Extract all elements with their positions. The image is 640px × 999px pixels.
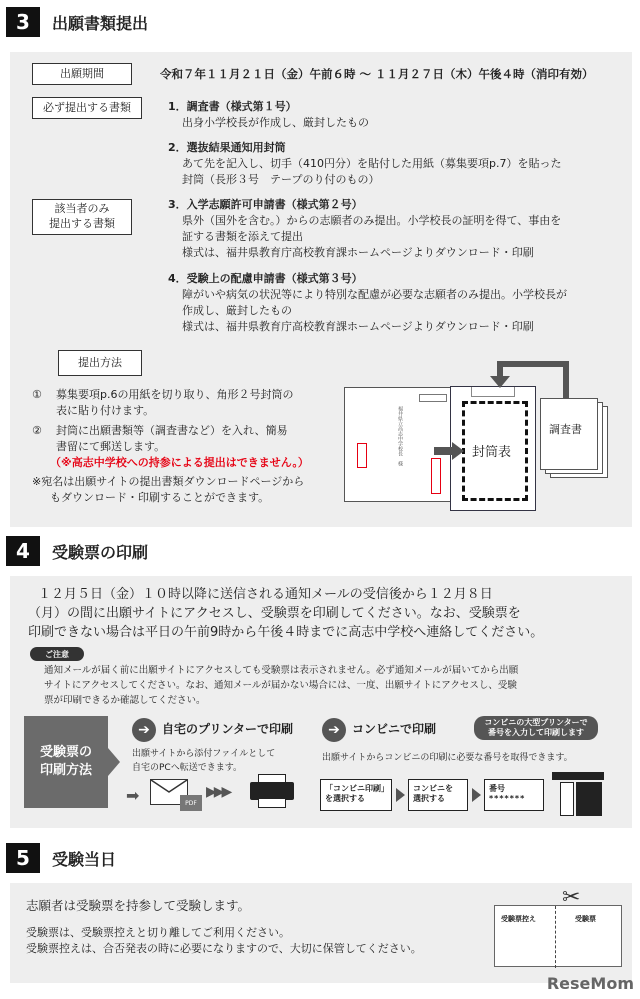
home-print-title: 自宅のプリンターで印刷 xyxy=(162,722,294,736)
item4-title: 4．受験上の配慮申請書（様式第３号） xyxy=(168,272,363,285)
section-title: 受験票の印刷 xyxy=(52,542,149,562)
item3-desc-1: 県外（国外を含む。）からの志願者のみ提出。小学校長の証明を得て、事由を xyxy=(182,214,562,227)
sec4-para-2: （月）の間に出願サイトにアクセスし、受験票を印刷してください。なお、受験票を xyxy=(28,606,521,621)
convenience-print-title: コンビニで印刷 xyxy=(352,722,437,736)
section-number: 3 xyxy=(6,7,40,37)
ticket-illustration xyxy=(494,905,622,967)
section-title: 受験当日 xyxy=(52,849,117,869)
method2-line2: 書留にて郵送します。 xyxy=(56,440,166,453)
sec4-para-1: １２月５日（金）１０時以降に送信される通知メールの受信後から１２月８日 xyxy=(38,587,493,602)
item3-title: 3．入学志願許可申請書（様式第２号） xyxy=(168,198,363,211)
address-note-2: もダウンロード・印刷することができます。 xyxy=(50,491,270,504)
item2-desc-2: 封筒（長形３号 テープのり付のもの） xyxy=(182,173,380,186)
envelope-face-label: 封筒表 xyxy=(472,444,511,463)
doc-label: 調査書 xyxy=(549,423,582,436)
caution-line-2: サイトにアクセスしてください。なお、通知メールが届かない場合には、一度、出願サイトにアクセスし、受験 xyxy=(44,680,517,691)
red-stamp-left xyxy=(357,443,367,468)
item3-desc-2: 証する書類を添えて提出 xyxy=(182,230,303,243)
cut-line xyxy=(555,906,556,968)
scissors-icon: ✂ xyxy=(562,885,581,910)
section-3-header xyxy=(6,6,148,38)
applicable-docs-label: 該当者のみ 提出する書類 xyxy=(32,199,132,235)
ticket-stub-label: 受験票控え xyxy=(501,915,536,923)
sec4-para-3: 印刷できない場合は平日の午前9時から午後４時までに高志中学校へ連絡してください。 xyxy=(28,625,544,640)
step-select-print: 「コンビニ印刷」 を選択する xyxy=(320,779,392,811)
item1-title: 1．調査書（様式第１号） xyxy=(168,100,297,113)
item1-desc: 出身小学校長が作成し、厳封したもの xyxy=(182,116,369,129)
method1-line2: 表に貼り付けます。 xyxy=(56,404,155,417)
sec5-line-2: 受験票は、受験票控えと切り離してご利用ください。 xyxy=(26,926,290,939)
step-enter-number: 番号 ******* xyxy=(484,779,544,811)
method-box-arrow xyxy=(108,748,120,776)
return-arrow-icon xyxy=(480,358,580,400)
convenience-arrow-icon: ➔ xyxy=(322,718,346,742)
section-4-panel xyxy=(10,576,632,828)
address-note-1: ※宛名は出願サイトの提出書類ダウンロードページから xyxy=(32,475,305,488)
item3-desc-3: 様式は、福井県教育庁高校教育課ホームページよりダウンロード・印刷 xyxy=(182,246,534,259)
method-label: 提出方法 xyxy=(58,350,142,376)
caution-badge: ご注意 xyxy=(30,647,84,661)
section-number: 4 xyxy=(6,536,40,566)
pdf-icon: PDF xyxy=(180,795,202,811)
caution-line-3: 票が印刷できるか確認してください。 xyxy=(44,695,206,706)
envelope-address: 福井県立高志中学校長 様 xyxy=(397,406,403,466)
section-4-header xyxy=(6,535,148,567)
doc-illustration xyxy=(540,398,598,470)
caution-line-1: 通知メールが届く前に出願サイトにアクセスしても受験票は表示されません。必ず通知メールが届いてから出願 xyxy=(44,665,519,676)
step-arrow-1 xyxy=(396,788,405,802)
period-value: 令和７年１１月２１日（金）午前６時 ～ １１月２７日（木）午後４時（消印有効） xyxy=(160,67,594,81)
sec5-line-1: 志願者は受験票を持参して受験します。 xyxy=(26,898,251,913)
home-desc-2: 自宅のPCへ転送できます。 xyxy=(132,763,242,773)
item2-title: 2．選抜結果通知用封筒 xyxy=(168,141,286,154)
ticket-label: 受験票 xyxy=(575,915,596,923)
envelope-front-illustration xyxy=(344,387,454,502)
arrow-shaft-left xyxy=(434,447,454,455)
section-3-panel xyxy=(10,52,632,527)
convenience-pill: コンビニの大型プリンターで 番号を入力して印刷します xyxy=(474,716,598,740)
arrow-to-mail-icon: ➡ xyxy=(126,786,140,805)
step-select-store: コンビニを 選択する xyxy=(408,779,468,811)
method2-warning: （※高志中学校への持参による提出はできません。） xyxy=(50,456,309,469)
postal-code-box xyxy=(419,394,447,402)
required-docs-label: 必ず提出する書類 xyxy=(32,97,142,119)
item4-desc-1: 障がいや病気の状況等により特別な配慮が必要な志願者のみ提出。小学校長が xyxy=(182,288,567,301)
period-label: 出願期間 xyxy=(32,63,132,85)
arrow-right-icon xyxy=(452,442,464,460)
section-number: 5 xyxy=(6,843,40,873)
chevrons-icon: ▶▶▶ xyxy=(206,784,230,800)
red-stamp-right xyxy=(431,458,441,494)
section-title: 出願書類提出 xyxy=(52,13,149,33)
print-method-box: 受験票の 印刷方法 xyxy=(24,716,108,808)
method2-line1: 封筒に出願書類等（調査書など）を入れ、簡易 xyxy=(56,424,288,437)
method1-line1: 募集要項p.6の用紙を切り取り、角形２号封筒の xyxy=(56,388,294,401)
item2-desc-1: あて先を記入し、切手（410円分）を貼付した用紙（募集要項p.7）を貼った xyxy=(182,157,562,170)
printer-icon xyxy=(250,774,294,810)
item4-desc-2: 作成し、厳封したもの xyxy=(182,304,292,317)
convenience-desc: 出願サイトからコンビニの印刷に必要な番号を取得できます。 xyxy=(322,753,573,763)
section-5-panel xyxy=(10,883,632,983)
home-desc-1: 出願サイトから添付ファイルとして xyxy=(132,749,276,759)
item4-desc-3: 様式は、福井県教育庁高校教育課ホームページよりダウンロード・印刷 xyxy=(182,320,534,333)
method1-num: ① xyxy=(32,388,42,401)
sec5-line-3: 受験票控えは、合否発表の時に必要になりますので、大切に保管してください。 xyxy=(26,942,422,955)
method2-num: ② xyxy=(32,424,42,437)
section-5-header xyxy=(6,842,116,874)
copier-icon xyxy=(552,772,604,816)
watermark-logo: ReseMom xyxy=(546,974,634,993)
step-arrow-2 xyxy=(472,788,481,802)
home-arrow-icon: ➔ xyxy=(132,718,156,742)
